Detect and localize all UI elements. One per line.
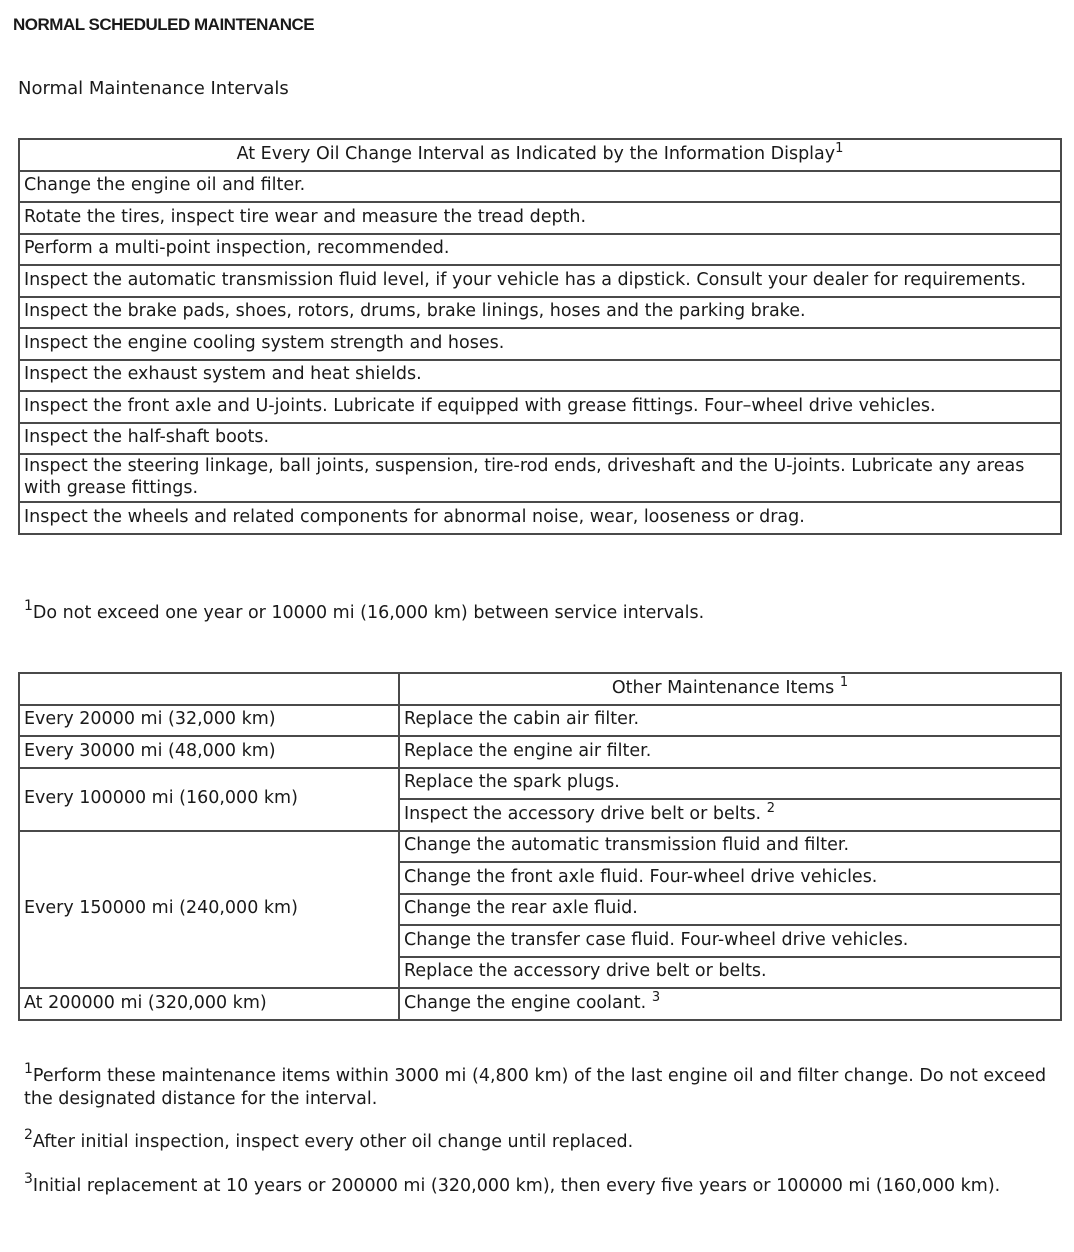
table-cell: Inspect the front axle and U-joints. Lubricate if equipped with grease fittings. Four–wheel drive vehicles. (19, 391, 1061, 423)
footnote-2 (24, 1061, 1054, 1111)
table-header-row (19, 139, 1061, 171)
table-cell: Change the engine oil and filter. (19, 171, 1061, 203)
oil-change-table (18, 138, 1062, 535)
footnote-marker: 1 (24, 598, 33, 614)
footnote-ref: 3 (651, 989, 661, 1005)
table-row (19, 297, 1061, 329)
table-row (19, 502, 1061, 534)
footnote-text: After initial inspection, inspect every other oil change until replaced. (32, 1132, 634, 1152)
interval-cell: Every 20000 mi (32,000 km) (19, 705, 399, 737)
table-row (19, 768, 1061, 800)
table-row (19, 988, 1061, 1020)
footnote-text: Initial replacement at 10 years or 200000 mi (320,000 km), then every five years or 100000 mi (160,000 km). (32, 1176, 1001, 1196)
header-text: At Every Oil Change Interval as Indicated by the Information Display (236, 143, 836, 164)
footnote-text: Perform these maintenance items within 3000 mi (4,800 km) of the last engine oil and filter change. Do not exceed the designated distance for the interval. (24, 1066, 1047, 1109)
table-row (19, 265, 1061, 297)
other-maintenance-table (18, 672, 1062, 1021)
table-cell: Inspect the brake pads, shoes, rotors, drums, brake linings, hoses and the parking brake. (19, 297, 1061, 329)
table-cell: Inspect the automatic transmission fluid level, if your vehicle has a dipstick. Consult your dealer for requirements. (19, 265, 1061, 297)
item-cell (399, 988, 1061, 1020)
table-row (19, 391, 1061, 423)
table-row (19, 736, 1061, 768)
table-row (19, 202, 1061, 234)
footnote-ref: 2 (766, 800, 775, 816)
footnote-ref: 1 (839, 674, 849, 690)
item-cell: Change the rear axle fluid. (399, 894, 1061, 926)
table-row (19, 328, 1061, 360)
item-cell: Replace the accessory drive belt or belts. (399, 957, 1061, 989)
interval-cell: Every 30000 mi (48,000 km) (19, 736, 399, 768)
footnote-3 (24, 1127, 1054, 1154)
item-cell: Replace the spark plugs. (399, 768, 1061, 800)
other-maintenance-header (399, 673, 1061, 705)
interval-cell: At 200000 mi (320,000 km) (19, 988, 399, 1020)
section-title: NORMAL SCHEDULED MAINTENANCE (13, 15, 315, 34)
header-text: Other Maintenance Items (611, 677, 835, 698)
footnote-text: Do not exceed one year or 10000 mi (16,000 km) between service intervals. (32, 603, 705, 623)
item-text: Inspect the accessory drive belt or belts. (404, 803, 762, 824)
table-row (19, 360, 1061, 392)
table-cell: Inspect the half-shaft boots. (19, 423, 1061, 455)
item-text: Change the engine coolant. (404, 992, 647, 1013)
table-cell: Inspect the wheels and related components for abnormal noise, wear, looseness or drag. (19, 502, 1061, 534)
oil-change-table-header (19, 139, 1061, 171)
table-header-row (19, 673, 1061, 705)
table-cell: Rotate the tires, inspect tire wear and measure the tread depth. (19, 202, 1061, 234)
footnote-marker: 3 (24, 1171, 33, 1187)
table-row (19, 705, 1061, 737)
table-row (19, 171, 1061, 203)
item-cell: Change the front axle fluid. Four-wheel drive vehicles. (399, 862, 1061, 894)
table-cell (19, 673, 399, 705)
table-cell: Inspect the steering linkage, ball joints, suspension, tire-rod ends, driveshaft and the U-joints. Lubricate any areas with grease fittings. (19, 454, 1061, 502)
interval-cell: Every 100000 mi (160,000 km) (19, 768, 399, 831)
footnote-ref: 1 (835, 140, 844, 156)
item-cell: Replace the cabin air filter. (399, 705, 1061, 737)
table-row (19, 423, 1061, 455)
table-row (19, 234, 1061, 266)
item-cell (399, 799, 1061, 831)
footnote-marker: 1 (24, 1061, 33, 1077)
footnote-1 (24, 598, 1054, 625)
table-cell: Inspect the exhaust system and heat shields. (19, 360, 1061, 392)
item-cell: Change the automatic transmission fluid and filter. (399, 831, 1061, 863)
page-title: Normal Maintenance Intervals (18, 78, 289, 99)
table-cell: Inspect the engine cooling system strength and hoses. (19, 328, 1061, 360)
item-cell: Replace the engine air filter. (399, 736, 1061, 768)
item-cell: Change the transfer case fluid. Four-wheel drive vehicles. (399, 925, 1061, 957)
interval-cell: Every 150000 mi (240,000 km) (19, 831, 399, 989)
footnote-4 (24, 1171, 1054, 1198)
table-cell: Perform a multi-point inspection, recommended. (19, 234, 1061, 266)
table-row (19, 831, 1061, 863)
table-row (19, 454, 1061, 502)
footnote-marker: 2 (24, 1127, 33, 1143)
